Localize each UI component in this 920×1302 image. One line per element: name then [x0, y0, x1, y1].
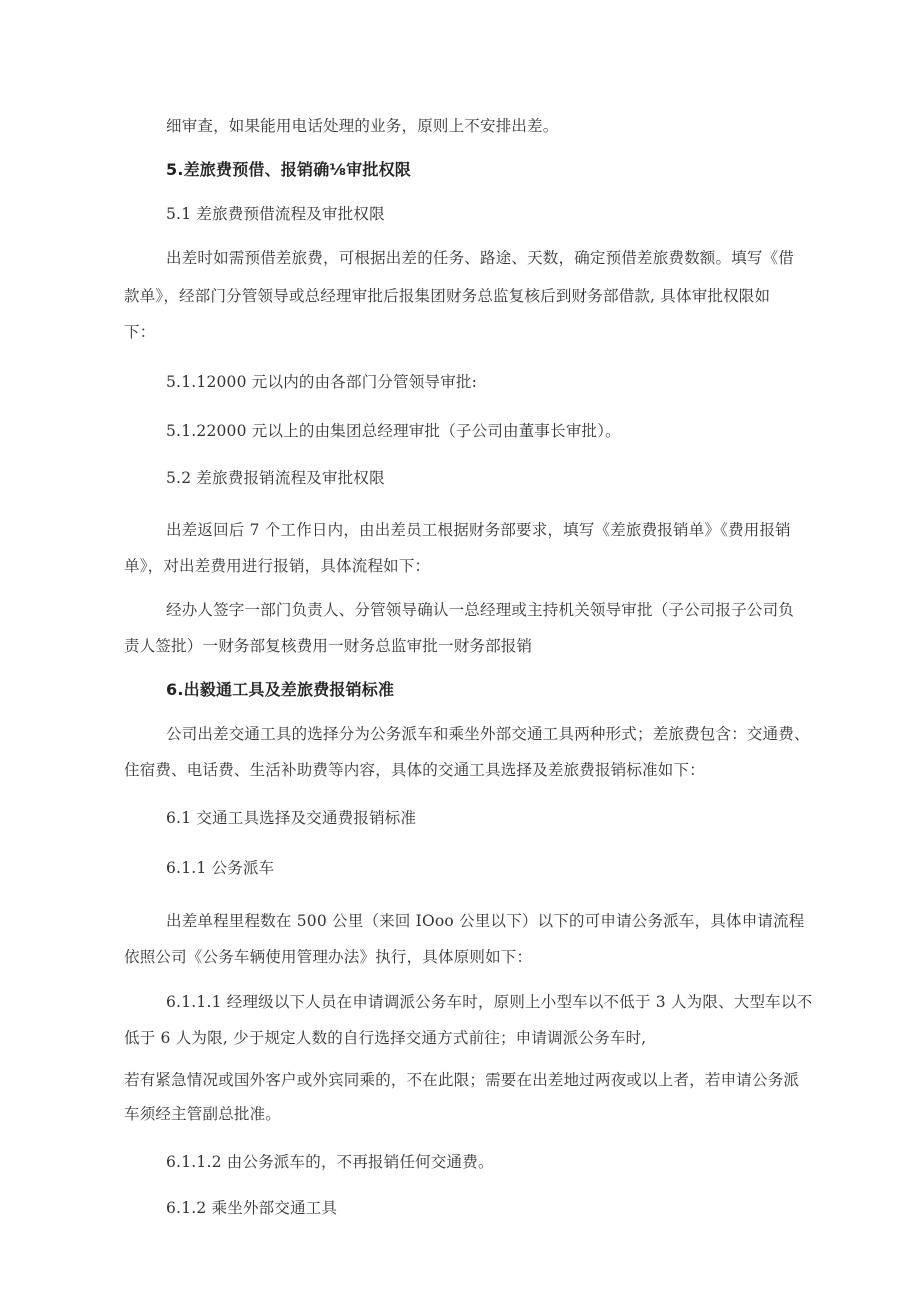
subsection-heading-5-2: 5.2 差旅费报销流程及审批权限 — [166, 469, 385, 487]
paragraph-line: 出差时如需预借差旅费，可根据出差的任务、路途、天数，确定预借差旅费数额。填写《借 — [166, 249, 795, 267]
list-item-5-1-1: 5.1.12000 元以内的由各部门分管领导审批: — [166, 373, 478, 391]
paragraph-line: 责人签批）一财务部复核费用一财务总监审批一财务部报销 — [124, 637, 533, 655]
paragraph-line: 单》，对出差费用进行报销，具体流程如下： — [124, 557, 431, 575]
subsection-heading-6-1: 6.1 交通工具选择及交通费报销标准 — [166, 809, 417, 827]
subsection-heading-5-1: 5.1 差旅费预借流程及审批权限 — [166, 205, 385, 223]
subsection-heading-6-1-1: 6.1.1 公务派车 — [166, 859, 275, 877]
paragraph-line: 经办人签字一部门负责人、分管领导确认一总经理或主持机关领导审批（子公司报子公司负 — [166, 601, 795, 619]
list-item-6-1-1-2: 6.1.1.2 由公务派车的，不再报销任何交通费。 — [166, 1153, 494, 1171]
paragraph-line: 出差返回后 7 个工作日内，由出差员工根据财务部要求，填写《差旅费报销单》《费用报销 — [166, 521, 791, 539]
list-item-6-1-1-1: 6.1.1.1 经理级以下人员在申请调派公务车时，原则上小型车以不低于 3 人为限、大型车以不 — [166, 993, 813, 1011]
paragraph-line: 出差单程里程数在 500 公里（来回 IOoo 公里以下）以下的可申请公务派车，具体申请流程 — [166, 912, 805, 930]
paragraph-line: 细审查，如果能用电话处理的业务，原则上不安排出差。 — [166, 117, 559, 135]
paragraph-line: 若有紧急情况或国外客户或外宾同乘的，不在此限；需要在出差地过两夜或以上者，若申请公务派 — [124, 1071, 800, 1089]
section-heading-5: 5.差旅费预借、报销确⅛审批权限 — [166, 160, 411, 179]
subsection-heading-6-1-2: 6.1.2 乘坐外部交通工具 — [166, 1199, 338, 1217]
paragraph-line: 住宿费、电话费、生活补助费等内容，具体的交通工具选择及差旅费报销标准如下： — [124, 761, 705, 779]
paragraph-line: 车须经主管副总批准。 — [124, 1105, 282, 1123]
paragraph-line: 款单》，经部门分管领导或总经理审批后报集团财务总监复核后到财务部借款, 具体审批权限如 — [124, 287, 771, 305]
paragraph-line: 下： — [124, 323, 156, 341]
paragraph-line: 低于 6 人为限, 少于规定人数的自行选择交通方式前往；申请调派公务车时, — [124, 1029, 647, 1047]
paragraph-line: 公司出差交通工具的选择分为公务派车和乘坐外部交通工具两种形式；差旅费包含：交通费、 — [166, 725, 810, 743]
section-heading-6: 6.出毅通工具及差旅费报销标准 — [166, 680, 395, 699]
list-item-5-1-2: 5.1.22000 元以上的由集团总经理审批（子公司由董事长审批）。 — [166, 422, 621, 440]
paragraph-line: 依照公司《公务车辆使用管理办法》执行，具体原则如下： — [124, 948, 533, 966]
